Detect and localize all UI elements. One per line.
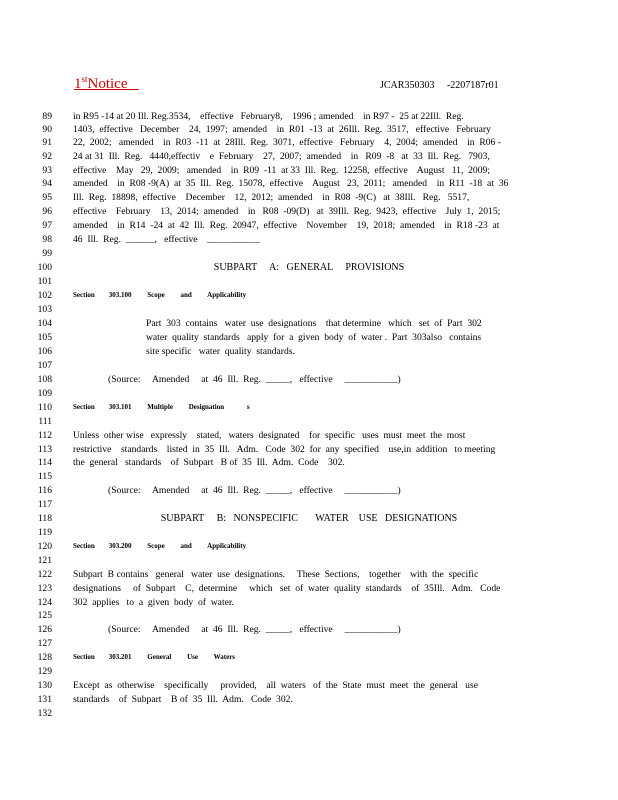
line-text: 24 at 31 Ill. Reg. 4440,effectiv e February 27, 2007; amended in R09 -8 at 33 Ill. Reg. 7903, bbox=[73, 151, 490, 162]
line-124 bbox=[0, 596, 618, 609]
line-119 bbox=[0, 526, 618, 539]
line-number: 104 bbox=[37, 318, 52, 329]
line-number: 107 bbox=[37, 360, 52, 371]
line-text: Except as otherwise specifically provided, all waters of the State must meet the general use bbox=[73, 680, 478, 691]
line-text: effective May 29, 2009; amended in R09 -11 at 33 Ill. Reg. 12258, effective August 11, 2009; bbox=[73, 165, 490, 176]
line-number: 89 bbox=[42, 111, 52, 122]
line-102 bbox=[0, 289, 618, 302]
line-number: 119 bbox=[37, 527, 52, 538]
line-text: Part 303 contains water use designations that determine which set of Part 302 bbox=[146, 318, 482, 329]
line-number: 95 bbox=[42, 192, 52, 203]
line-number: 115 bbox=[37, 471, 52, 482]
line-129 bbox=[0, 665, 618, 678]
line-number: 93 bbox=[42, 165, 52, 176]
line-131 bbox=[0, 693, 618, 706]
line-123 bbox=[0, 582, 618, 595]
line-number: 132 bbox=[37, 708, 52, 719]
line-103 bbox=[0, 303, 618, 316]
notice-word: Notice bbox=[87, 76, 128, 92]
notice-ordinal-suffix: st bbox=[81, 74, 88, 84]
line-number: 105 bbox=[37, 332, 52, 343]
line-104 bbox=[0, 317, 618, 330]
line-number: 108 bbox=[37, 374, 52, 385]
line-text: restrictive standards listed in 35 Ill. Adm. Code 302 for any specified use,in addition to meeting bbox=[73, 444, 496, 455]
line-number: 128 bbox=[37, 652, 52, 663]
line-number: 121 bbox=[37, 555, 52, 566]
line-89 bbox=[0, 110, 618, 123]
section-heading: Section 303.201 General Use Waters bbox=[73, 653, 236, 661]
line-text: 46 Ill. Reg. ______, effective ___________ bbox=[73, 234, 260, 245]
line-text: 1403, effective December 24, 1997; amended in R01 -13 at 26Ill. Reg. 3517, effective February bbox=[73, 124, 491, 135]
section-heading: Section 303.100 Scope and Applicability bbox=[73, 291, 247, 299]
line-128 bbox=[0, 651, 618, 664]
line-132 bbox=[0, 707, 618, 720]
line-number: 129 bbox=[37, 666, 52, 677]
line-90 bbox=[0, 123, 618, 136]
line-text: site specific water quality standards. bbox=[146, 346, 295, 357]
line-number: 101 bbox=[37, 276, 52, 287]
line-text: standards of Subpart B of 35 Ill. Adm. Code 302. bbox=[73, 694, 293, 705]
source-note: (Source: Amended at 46 Ill. Reg. _____, effective ___________) bbox=[108, 374, 401, 385]
line-number: 120 bbox=[37, 541, 52, 552]
line-text: water quality standards apply for a given body of water . Part 303also contains bbox=[146, 332, 482, 343]
line-number: 113 bbox=[37, 444, 52, 455]
line-text: amended in R14 -24 at 42 Ill. Reg. 20947, effective November 19, 2018; amended in R18 -23 at bbox=[73, 220, 500, 231]
line-number: 111 bbox=[38, 416, 52, 427]
line-number: 91 bbox=[42, 137, 52, 148]
line-number: 116 bbox=[37, 485, 52, 496]
line-number: 100 bbox=[37, 262, 52, 273]
subpart-heading: SUBPART A: GENERAL PROVISIONS bbox=[213, 262, 405, 273]
line-118 bbox=[0, 512, 618, 525]
section-heading: Section 303.200 Scope and Applicability bbox=[73, 542, 247, 550]
line-92 bbox=[0, 150, 618, 163]
line-number: 114 bbox=[37, 457, 52, 468]
line-text: 22, 2002; amended in R03 -11 at 28Ill. Reg. 3071, effective February 4, 2004; amended in R06 - bbox=[73, 137, 501, 148]
line-111 bbox=[0, 415, 618, 428]
line-number: 106 bbox=[37, 346, 52, 357]
line-127 bbox=[0, 637, 618, 650]
line-112 bbox=[0, 429, 618, 442]
line-number: 123 bbox=[37, 583, 52, 594]
line-number: 92 bbox=[42, 151, 52, 162]
notice-heading bbox=[74, 74, 139, 93]
line-number: 117 bbox=[37, 499, 52, 510]
line-text: amended in R08 -9(A) at 35 Ill. Reg. 15078, effective August 23, 2011; amended in R11 -18 at 36 bbox=[73, 178, 509, 189]
line-120 bbox=[0, 540, 618, 553]
line-number: 98 bbox=[42, 234, 52, 245]
line-100 bbox=[0, 261, 618, 274]
line-number: 90 bbox=[42, 124, 52, 135]
subpart-heading: SUBPART B: NONSPECIFIC WATER USE DESIGNATIONS bbox=[160, 513, 458, 524]
line-number: 131 bbox=[37, 694, 52, 705]
line-99 bbox=[0, 247, 618, 260]
line-number: 102 bbox=[37, 290, 52, 301]
line-110 bbox=[0, 401, 618, 414]
line-107 bbox=[0, 359, 618, 372]
line-121 bbox=[0, 554, 618, 567]
line-number: 94 bbox=[42, 178, 52, 189]
line-number: 124 bbox=[37, 597, 52, 608]
line-96 bbox=[0, 205, 618, 218]
line-117 bbox=[0, 498, 618, 511]
document-code: JCAR350303 -2207187r01 bbox=[380, 80, 499, 91]
source-note: (Source: Amended at 46 Ill. Reg. _____, effective ___________) bbox=[108, 624, 401, 635]
line-number: 126 bbox=[37, 624, 52, 635]
line-number: 122 bbox=[37, 569, 52, 580]
line-106 bbox=[0, 345, 618, 358]
source-note: (Source: Amended at 46 Ill. Reg. _____, effective ___________) bbox=[108, 485, 401, 496]
line-113 bbox=[0, 443, 618, 456]
line-number: 130 bbox=[37, 680, 52, 691]
line-122 bbox=[0, 568, 618, 581]
line-101 bbox=[0, 275, 618, 288]
line-97 bbox=[0, 219, 618, 232]
line-number: 125 bbox=[37, 610, 52, 621]
line-number: 103 bbox=[37, 304, 52, 315]
line-126 bbox=[0, 623, 618, 636]
line-text: the general standards of Subpart B of 35 Ill. Adm. Code 302. bbox=[73, 457, 345, 468]
section-heading: Section 303.101 Multiple Designation s bbox=[73, 403, 250, 411]
line-text: in R95 -14 at 20 Ill. Reg.3534, effective February8, 1996 ; amended in R97 - 25 at 22Ill. Reg. bbox=[73, 111, 464, 122]
line-number: 118 bbox=[37, 513, 52, 524]
line-91 bbox=[0, 136, 618, 149]
line-text: designations of Subpart C, determine which set of water quality standards of 35Ill. Adm. Code bbox=[73, 583, 501, 594]
line-text: effective February 13, 2014; amended in R08 -09(D) at 39Ill. Reg. 9423, effective July 1, 2015; bbox=[73, 206, 501, 217]
line-105 bbox=[0, 331, 618, 344]
line-115 bbox=[0, 470, 618, 483]
line-number: 96 bbox=[42, 206, 52, 217]
line-114 bbox=[0, 456, 618, 469]
line-number: 112 bbox=[37, 430, 52, 441]
line-text: Ill. Reg. 18898, effective December 12, 2012; amended in R08 -9(C) at 38Ill. Reg. 5517, bbox=[73, 192, 470, 203]
line-text: Unless other wise expressly stated, waters designated for specific uses must meet the most bbox=[73, 430, 466, 441]
line-number: 99 bbox=[42, 248, 52, 259]
line-130 bbox=[0, 679, 618, 692]
line-125 bbox=[0, 609, 618, 622]
line-number: 109 bbox=[37, 388, 52, 399]
line-94 bbox=[0, 177, 618, 190]
line-116 bbox=[0, 484, 618, 497]
line-text: Subpart B contains general water use designations. These Sections, together with the specific bbox=[73, 569, 479, 580]
line-text: 302 applies to a given body of water. bbox=[73, 597, 234, 608]
line-number: 127 bbox=[37, 638, 52, 649]
line-number: 97 bbox=[42, 220, 52, 231]
notice-ordinal: 1 bbox=[74, 76, 82, 92]
line-98 bbox=[0, 233, 618, 246]
line-109 bbox=[0, 387, 618, 400]
line-95 bbox=[0, 191, 618, 204]
line-number: 110 bbox=[37, 402, 52, 413]
line-93 bbox=[0, 164, 618, 177]
line-108 bbox=[0, 373, 618, 386]
